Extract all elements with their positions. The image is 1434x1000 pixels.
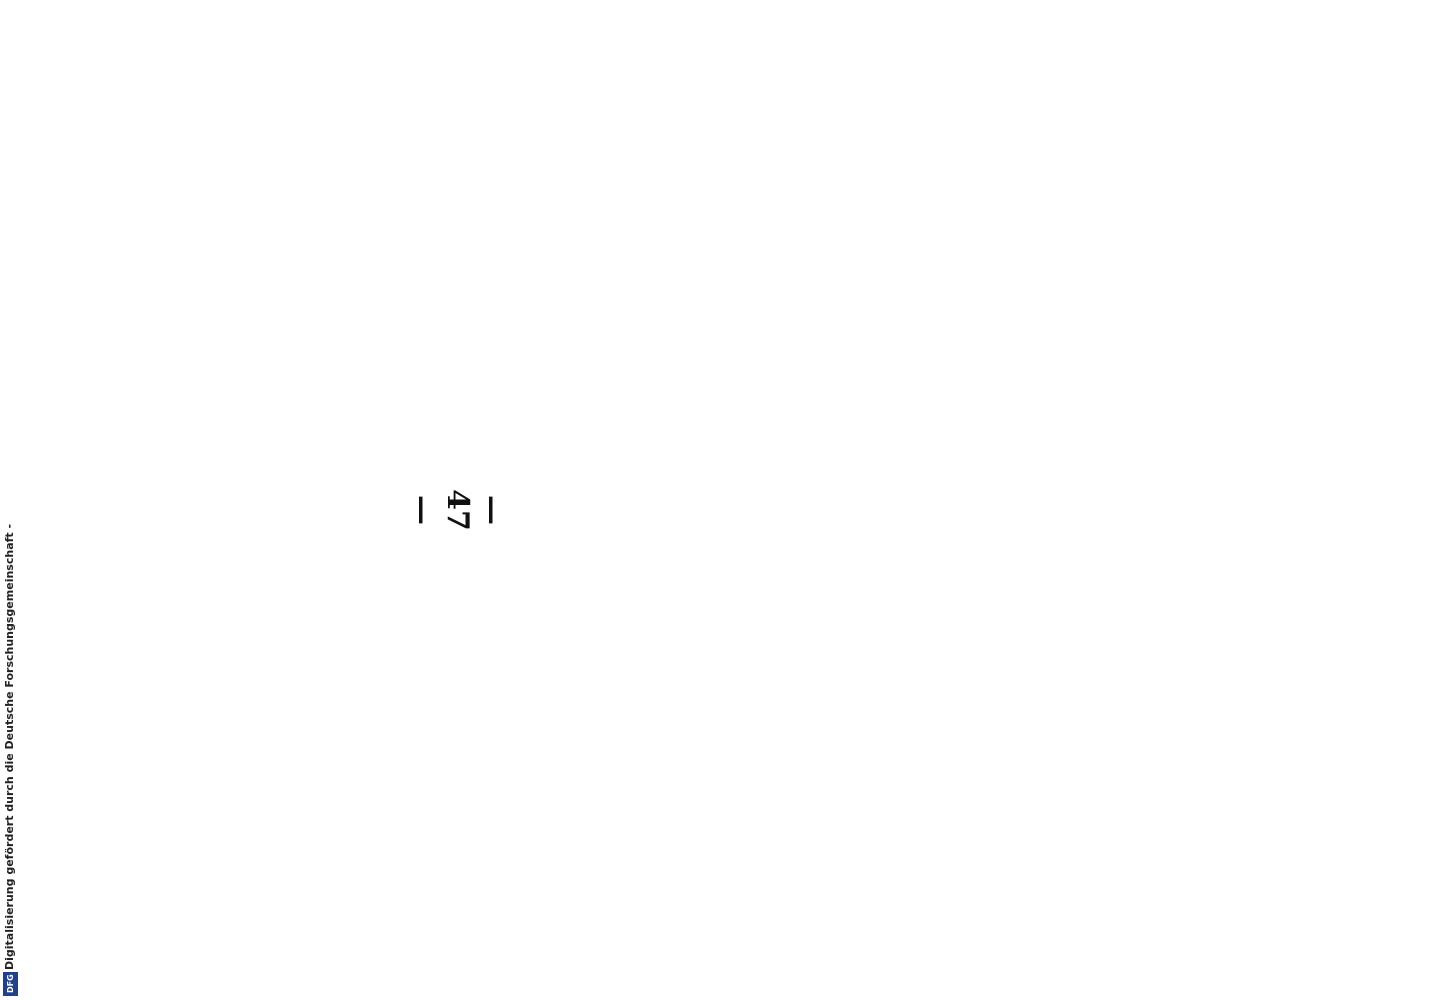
digitization-footer	[2, 0, 20, 1000]
footer-text: Digitalisierung gefördert durch die Deutsche Forschungsgemeinschaft -	[3, 523, 16, 970]
text-column-right	[0, 4, 864, 994]
dfg-logo-icon: DFG	[3, 972, 18, 996]
page-number: — 47 —	[405, 489, 510, 531]
